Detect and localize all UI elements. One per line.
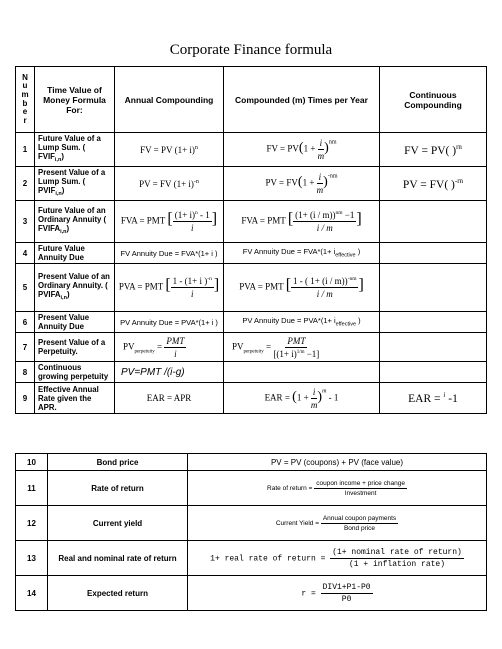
header-annual: Annual Compounding	[115, 67, 224, 133]
compound-formula: FV Annuity Due = $FVA*(1+ i_{effective}$ )	[224, 243, 380, 264]
row-number: 9	[16, 383, 35, 414]
row-number: 4	[16, 243, 35, 264]
header-number: N u m b e r	[16, 67, 35, 133]
row-name: Real and nominal rate of return	[48, 541, 188, 576]
header-compounded: Compounded (m) Times per Year	[224, 67, 380, 133]
table-row	[16, 541, 487, 576]
row-name: Future Value Annuity Due	[35, 243, 115, 264]
compound-formula: FV = PV(1 + $\frac{i}{m}$ )$^{nm}$	[224, 133, 380, 167]
table-row	[16, 383, 487, 414]
row-name: Effective Annual Rate given the APR.	[35, 383, 115, 414]
row-name: Present Value of a Lump Sum. ( $PVIF_{i,n}$)	[35, 167, 115, 201]
row-name: Expected return	[48, 576, 188, 611]
continuous-empty	[380, 264, 487, 312]
table-row	[16, 167, 487, 201]
table-row	[16, 312, 487, 333]
row-number: 3	[16, 201, 35, 243]
annual-formula: PVA = PMT [ $\frac{1 - (1+ i )^{-n}}{i}$ ]	[115, 264, 224, 312]
compound-formula: PVA = PMT [ $\frac{1 - ( 1+ (i / m))^{-nm}}{i / m}$ ]	[224, 264, 380, 312]
compound-formula: PV Annuity Due = $PVA*(1+ i_{effective}$ )	[224, 312, 380, 333]
compound-formula: $PV_{perpetuity}$ = PMT $[(1+ i)^{1/m} -1]$	[224, 333, 380, 362]
continuous-empty	[380, 333, 487, 362]
continuous-empty	[380, 312, 487, 333]
table-row	[16, 506, 487, 541]
compound-empty	[224, 362, 380, 383]
table-row	[16, 264, 487, 312]
row-formula: Rate of return = coupon income + price change Investment	[188, 471, 487, 506]
table-header-row	[16, 67, 487, 133]
row-number: 8	[16, 362, 35, 383]
annual-formula: FV Annuity Due = FVA*(1+ i )	[115, 243, 224, 264]
tvm-formula-table	[15, 66, 487, 414]
continuous-formula: PV = FV( )$^{-rn}$	[380, 167, 487, 201]
row-formula: 1+ real rate of return = (1+ nominal rate of return) (1 + inflation rate)	[188, 541, 487, 576]
table-row	[16, 576, 487, 611]
annual-formula: PV = FV $(1+ i)^{-n}$	[115, 167, 224, 201]
annual-formula: FVA = PMT [ $\frac{(1+ i)^n - 1}{i}$ ]	[115, 201, 224, 243]
row-number: 14	[16, 576, 48, 611]
annual-formula: PV Annuity Due = PVA*(1+ i )	[115, 312, 224, 333]
row-number: 13	[16, 541, 48, 576]
header-formula-for: Time Value of Money Formula For:	[35, 67, 115, 133]
row-name: Bond price	[48, 454, 188, 471]
table-row	[16, 362, 487, 383]
annual-formula: $PV_{perpetuity}$ = PMT i	[115, 333, 224, 362]
table-row	[16, 454, 487, 471]
row-name: Future Value of an Ordinary Annuity ( $FVIFA_{i,n}$)	[35, 201, 115, 243]
row-name: Current yield	[48, 506, 188, 541]
row-number: 7	[16, 333, 35, 362]
annual-formula: FV = PV $(1+ i)^n$	[115, 133, 224, 167]
row-name: Present Value of a Perpetuity.	[35, 333, 115, 362]
header-continuous: Continuous Compounding	[380, 67, 487, 133]
continuous-empty	[380, 362, 487, 383]
row-formula: PV = PV (coupons) + PV (face value)	[188, 454, 487, 471]
continuous-formula: EAR = $^i$ -1	[380, 383, 487, 414]
row-formula: Current Yield = Annual coupon payments Bond price	[188, 506, 487, 541]
table-row	[16, 471, 487, 506]
bond-formula-table	[15, 453, 487, 611]
annual-formula: EAR = APR	[115, 383, 224, 414]
row-number: 6	[16, 312, 35, 333]
table-row	[16, 201, 487, 243]
row-number: 2	[16, 167, 35, 201]
table-row	[16, 243, 487, 264]
row-number: 11	[16, 471, 48, 506]
row-name: Present Value Annuity Due	[35, 312, 115, 333]
row-name: Rate of return	[48, 471, 188, 506]
row-name: Future Value of a Lump Sum. ( $FVIF_{i,n}$)	[35, 133, 115, 167]
row-name: Continuous growing perpetuity	[35, 362, 115, 383]
row-name: Present Value of an Ordinary Annuity. ( $PVIFA_{i,n}$)	[35, 264, 115, 312]
compound-formula: FVA = PMT [ $\frac{(1+ (i / m))^{nm} -1}{i / m}$ ]	[224, 201, 380, 243]
row-number: 10	[16, 454, 48, 471]
compound-formula: EAR = (1 + $\frac{i}{m}$ )$^m$ - 1	[224, 383, 380, 414]
continuous-empty	[380, 243, 487, 264]
table-row	[16, 133, 487, 167]
row-number: 1	[16, 133, 35, 167]
compound-formula: PV = FV(1 + $\frac{i}{m}$ )$^{-nm}$	[224, 167, 380, 201]
row-formula: r = DIV1+P1-P0 P0	[188, 576, 487, 611]
annual-formula: PV=PMT /(i-g)	[115, 362, 224, 383]
page-title: Corporate Finance formula	[169, 42, 333, 58]
row-number: 5	[16, 264, 35, 312]
continuous-formula: FV = PV( )$^{rn}$	[380, 133, 487, 167]
continuous-empty	[380, 201, 487, 243]
table-row	[16, 333, 487, 362]
row-number: 12	[16, 506, 48, 541]
